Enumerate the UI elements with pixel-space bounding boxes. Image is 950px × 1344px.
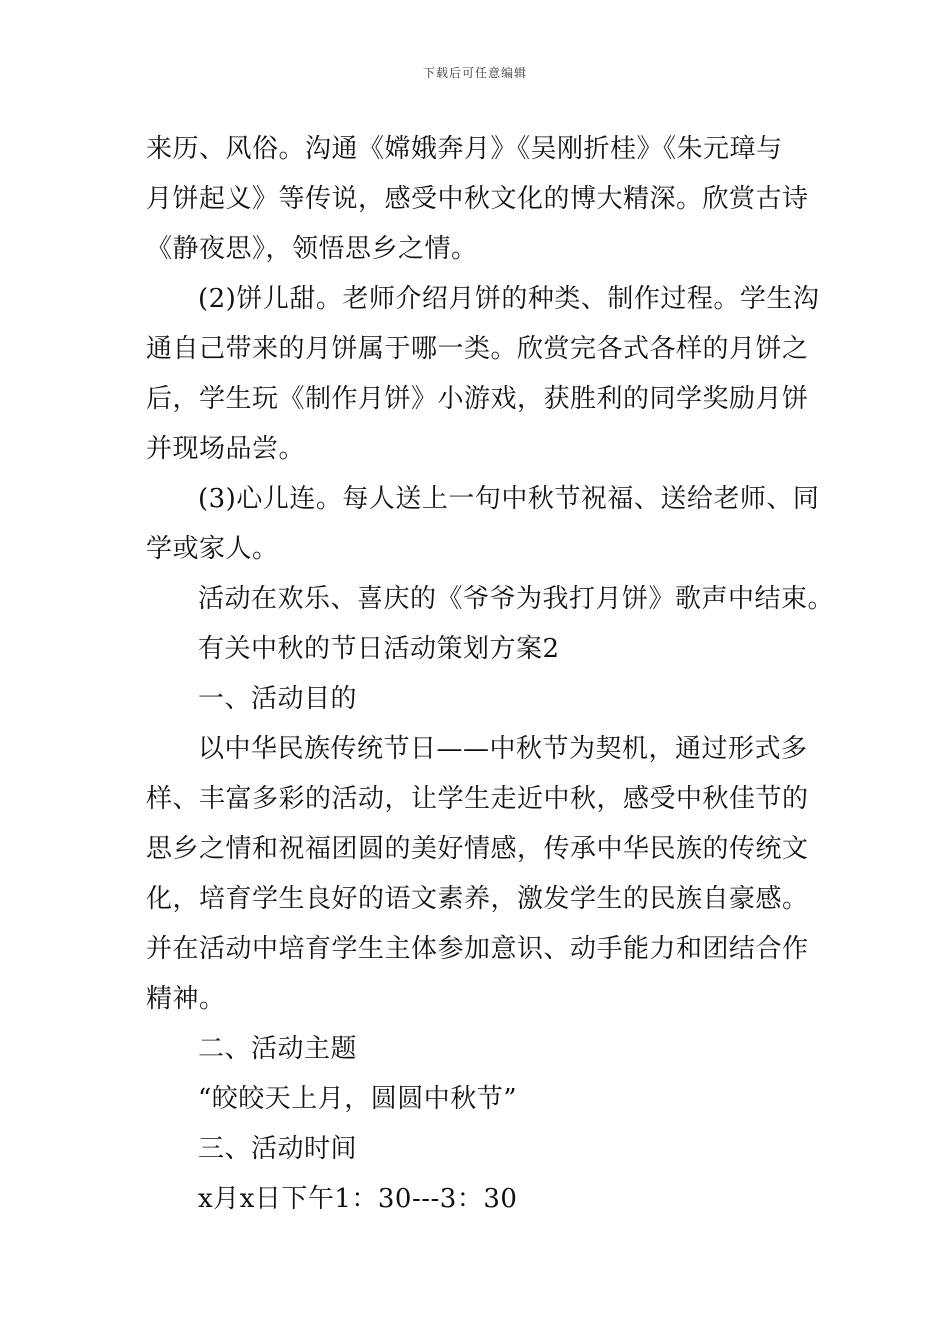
section-heading: 一、活动目的 (198, 684, 358, 714)
paragraph-line: 精神。 (146, 984, 226, 1014)
paragraph-line: 样、丰富多彩的活动，让学生走近中秋，感受中秋佳节的 (146, 784, 809, 814)
paragraph-line: (3)心儿连。每人送上一句中秋节祝福、送给老师、同 (198, 484, 820, 514)
paragraph-line: (2)饼儿甜。老师介绍月饼的种类、制作过程。学生沟 (198, 284, 820, 314)
page-header-watermark: 下载后可任意编辑 (422, 66, 527, 80)
paragraph-line: 以中华民族传统节日——中秋节为契机，通过形式多 (198, 734, 808, 764)
paragraph-line: 学或家人。 (146, 534, 279, 564)
section-heading: 三、活动时间 (198, 1134, 358, 1164)
paragraph-line: 后，学生玩《制作月饼》小游戏，获胜利的同学奖励月饼 (146, 384, 809, 414)
paragraph-line: 《静夜思》，领悟思乡之情。 (146, 234, 478, 264)
paragraph-line: 思乡之情和祝福团圆的美好情感，传承中华民族的传统文 (146, 834, 809, 864)
time-text: x月x日下午1：30---3：30 (198, 1184, 518, 1214)
paragraph-line: 并现场品尝。 (146, 434, 306, 464)
document-body (146, 124, 835, 1224)
paragraph-line: 来历、风俗。沟通《嫦娥奔月》《吴刚折桂》《朱元璋与 (146, 134, 783, 164)
section-title: 有关中秋的节日活动策划方案2 (198, 634, 560, 664)
section-heading: 二、活动主题 (198, 1034, 358, 1064)
paragraph-line: 并在活动中培育学生主体参加意识、动手能力和团结合作 (146, 934, 809, 964)
paragraph-line: 化，培育学生良好的语文素养，激发学生的民族自豪感。 (146, 884, 809, 914)
paragraph-line: 活动在欢乐、喜庆的《爷爷为我打月饼》歌声中结束。 (198, 584, 835, 614)
theme-text: “皎皎天上月，圆圆中秋节” (198, 1084, 518, 1114)
paragraph-line: 通自己带来的月饼属于哪一类。欣赏完各式各样的月饼之 (146, 334, 809, 364)
paragraph-line: 月饼起义》等传说，感受中秋文化的博大精深。欣赏古诗 (146, 184, 809, 214)
